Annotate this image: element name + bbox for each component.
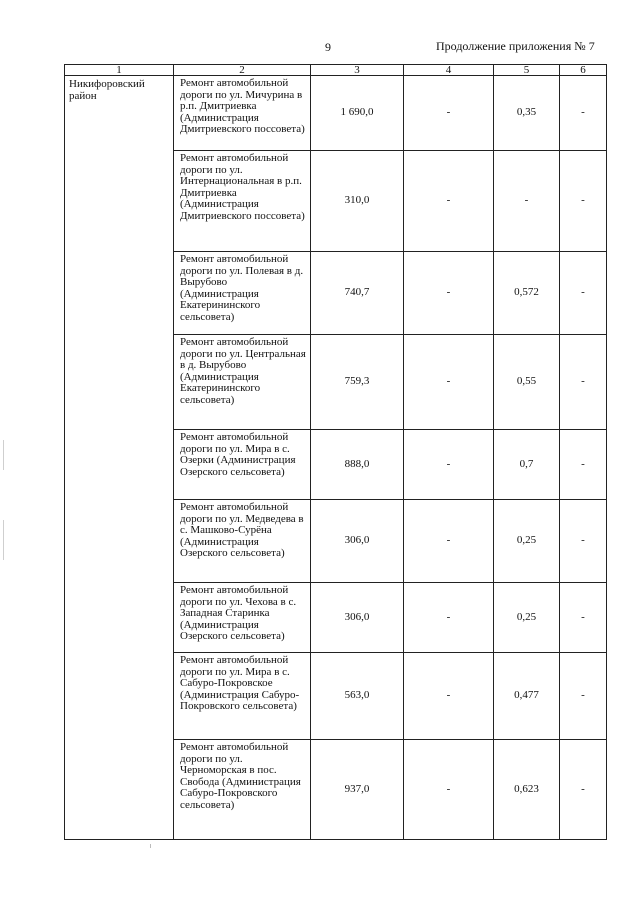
table-row: [65, 76, 607, 151]
col4-cell: -: [404, 252, 494, 335]
col6-cell: -: [560, 500, 607, 583]
work-description: Ремонт автомобильной дороги по ул. Интернациональная в р.п. Дмитриевка (Администрация Дмитриевского поссовета): [174, 151, 311, 252]
length-cell: 0,55: [494, 335, 560, 430]
col4-cell: -: [404, 335, 494, 430]
amount-cell: 563,0: [311, 653, 404, 740]
col6-cell: -: [560, 430, 607, 500]
column-header: 6: [560, 65, 607, 76]
length-cell: 0,477: [494, 653, 560, 740]
amount-cell: 937,0: [311, 740, 404, 840]
work-description: Ремонт автомобильной дороги по ул. Чехова в с. Западная Старинка (Администрация Озерского сельсовета): [174, 583, 311, 653]
amount-cell: 888,0: [311, 430, 404, 500]
col4-cell: -: [404, 151, 494, 252]
page-number: 9: [325, 40, 331, 54]
column-header: 5: [494, 65, 560, 76]
length-cell: 0,572: [494, 252, 560, 335]
col6-cell: -: [560, 252, 607, 335]
col6-cell: -: [560, 335, 607, 430]
col4-cell: -: [404, 500, 494, 583]
column-header: 3: [311, 65, 404, 76]
amount-cell: 759,3: [311, 335, 404, 430]
district-cell: Никифоровский район: [65, 76, 174, 840]
work-description: Ремонт автомобильной дороги по ул. Мичурина в р.п. Дмитриевка (Администрация Дмитриевского поссовета): [174, 76, 311, 151]
scan-speck: [150, 844, 151, 848]
budget-table: [64, 64, 607, 840]
length-cell: 0,35: [494, 76, 560, 151]
amount-cell: 1 690,0: [311, 76, 404, 151]
col6-cell: -: [560, 653, 607, 740]
amount-cell: 310,0: [311, 151, 404, 252]
col6-cell: -: [560, 740, 607, 840]
column-number-row: [65, 65, 607, 76]
col4-cell: -: [404, 430, 494, 500]
column-header: 2: [174, 65, 311, 76]
scan-edge-mark: [3, 440, 4, 470]
work-description: Ремонт автомобильной дороги по ул. Полевая в д. Вырубово (Администрация Екатерининского сельсовета): [174, 252, 311, 335]
length-cell: -: [494, 151, 560, 252]
length-cell: 0,25: [494, 500, 560, 583]
col4-cell: -: [404, 583, 494, 653]
col4-cell: -: [404, 653, 494, 740]
length-cell: 0,25: [494, 583, 560, 653]
amount-cell: 306,0: [311, 500, 404, 583]
work-description: Ремонт автомобильной дороги по ул. Мира в с. Озерки (Администрация Озерского сельсовета): [174, 430, 311, 500]
column-header: 1: [65, 65, 174, 76]
col6-cell: -: [560, 151, 607, 252]
work-description: Ремонт автомобильной дороги по ул. Мира в с. Сабуро-Покровское (Администрация Сабуро-Покровского сельсовета): [174, 653, 311, 740]
col4-cell: -: [404, 76, 494, 151]
work-description: Ремонт автомобильной дороги по ул. Центральная в д. Вырубово (Администрация Екатерининского сельсовета): [174, 335, 311, 430]
scan-edge-mark: [3, 520, 4, 560]
amount-cell: 740,7: [311, 252, 404, 335]
length-cell: 0,7: [494, 430, 560, 500]
col4-cell: -: [404, 740, 494, 840]
col6-cell: -: [560, 583, 607, 653]
column-header: 4: [404, 65, 494, 76]
length-cell: 0,623: [494, 740, 560, 840]
work-description: Ремонт автомобильной дороги по ул. Медведева в с. Машково-Сурёна (Администрация Озерского сельсовета): [174, 500, 311, 583]
col6-cell: -: [560, 76, 607, 151]
appendix-continuation-label: Продолжение приложения № 7: [436, 39, 595, 53]
work-description: Ремонт автомобильной дороги по ул. Черноморская в пос. Свобода (Администрация Сабуро-Покровского сельсовета): [174, 740, 311, 840]
amount-cell: 306,0: [311, 583, 404, 653]
